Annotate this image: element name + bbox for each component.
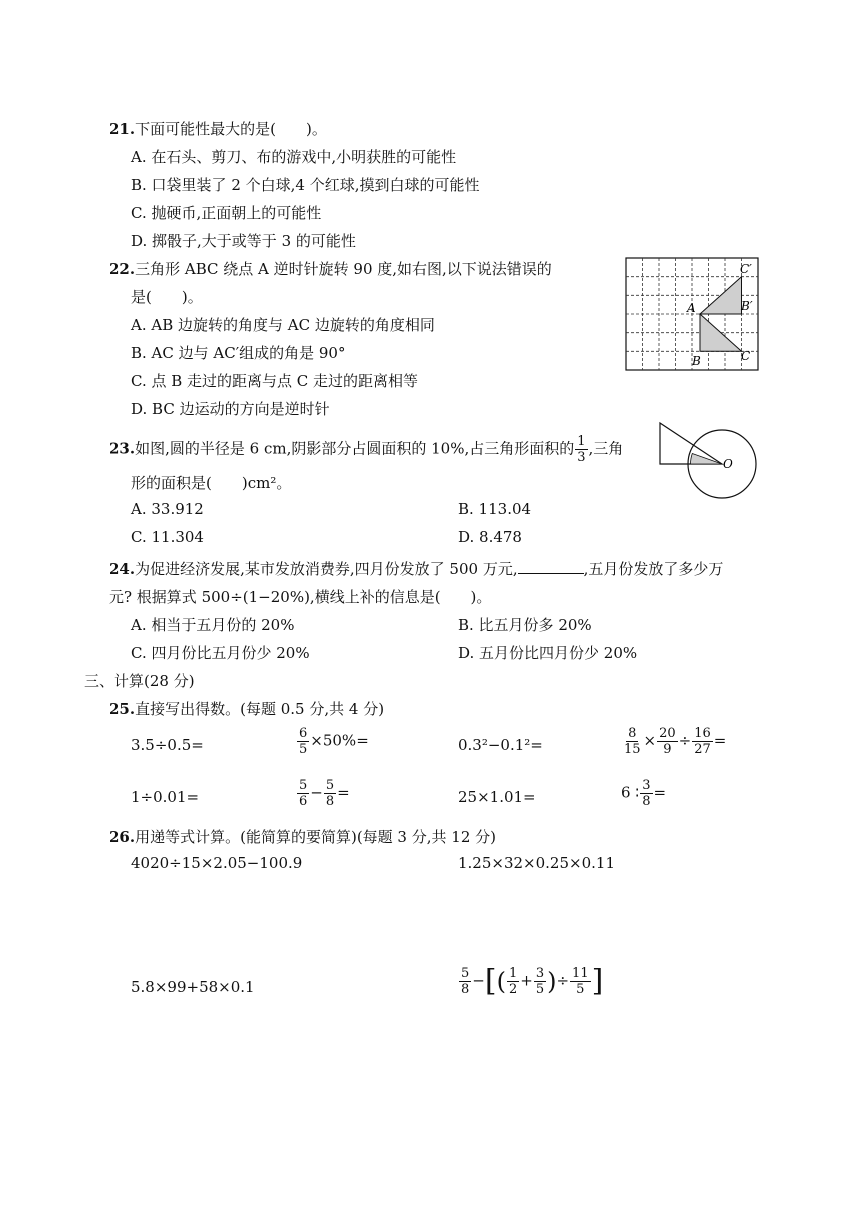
q23-option-b: B. 113.04 [458, 500, 532, 518]
q24-text-line2: 元? 根据算式 500÷(1−20%),横线上补的信息是( )。 [109, 588, 492, 606]
op: ÷ [556, 971, 570, 990]
q22-rotation-figure [624, 256, 760, 372]
q25-stem [109, 698, 384, 719]
q26-text: 用递等式计算。(能简算的要简算)(每题 3 分,共 12 分) [135, 828, 496, 846]
q24-option-c: C. 四月份比五月份少 20% [131, 644, 310, 662]
paren-open: ( [496, 967, 506, 996]
q26-problem-4 [458, 963, 604, 999]
op: − [472, 971, 485, 990]
frac [459, 966, 471, 997]
eq: = [337, 783, 350, 802]
eq: = [653, 783, 667, 802]
q25-number: 25. [109, 700, 136, 718]
q26-problem-3: 5.8×99+58×0.1 [131, 978, 255, 996]
label-o: O [723, 457, 733, 471]
num: 3 [642, 778, 651, 793]
q21-option-b: B. 口袋里装了 2 个白球,4 个红球,摸到白球的可能性 [131, 176, 480, 194]
q24-blank-line [518, 559, 584, 574]
frac [657, 726, 678, 757]
num: 6 [299, 726, 308, 741]
q24-option-d: D. 五月份比四月份少 20% [458, 644, 638, 662]
q25-item-3: 0.3²−0.1²= [458, 736, 543, 754]
label-b-prime: B′ [741, 299, 753, 313]
q25-item-4 [621, 726, 726, 757]
op: ÷ [678, 731, 692, 750]
q22-option-c: C. 点 B 走过的距离与点 C 走过的距离相等 [131, 372, 419, 390]
den: 2 [508, 982, 518, 997]
q23-option-a: A. 33.912 [131, 500, 204, 518]
frac [534, 966, 546, 997]
label-a: A [687, 301, 696, 315]
q25-text: 直接写出得数。(每题 0.5 分,共 4 分) [135, 700, 385, 718]
q21-option-c: C. 抛硬币,正面朝上的可能性 [131, 204, 322, 222]
num: 1 [508, 966, 518, 981]
q21-number: 21. [109, 120, 136, 138]
den: 15 [624, 742, 641, 757]
q23-option-d: D. 8.478 [458, 528, 522, 546]
q25-item-2-rest: ×50%= [310, 731, 369, 750]
num: 8 [628, 726, 637, 741]
bracket-open: [ [484, 963, 497, 999]
eq: = [713, 731, 727, 750]
q24-number: 24. [109, 560, 136, 578]
num: 5 [325, 778, 335, 793]
q23-text-line2: 形的面积是( )cm²。 [131, 474, 292, 492]
ratio-left: 6 ∶ [621, 783, 640, 802]
label-c: C [741, 349, 751, 363]
section-3-title: 三、计算(28 分) [84, 672, 195, 690]
op: × [643, 731, 657, 750]
paren-close: ) [547, 967, 557, 996]
q25-item-1: 3.5÷0.5= [131, 736, 204, 754]
q24-text-part2: ,五月份发放了多少万 [583, 560, 724, 578]
q24-stem [109, 558, 723, 579]
q26-problem-2: 1.25×32×0.25×0.11 [458, 854, 615, 872]
q24-option-a: A. 相当于五月份的 20% [131, 616, 295, 634]
den: 5 [535, 982, 545, 997]
q22-option-b: B. AC 边与 AC′组成的角是 90° [131, 344, 346, 362]
den: 27 [694, 742, 711, 757]
frac [640, 778, 652, 809]
frac [297, 778, 309, 809]
den: 6 [299, 794, 308, 809]
q21-text: 下面可能性最大的是( )。 [135, 120, 327, 138]
num: 11 [572, 966, 589, 981]
op: − [310, 783, 323, 802]
q22-stem [109, 258, 552, 279]
frac [692, 726, 713, 757]
q21-option-d: D. 掷骰子,大于或等于 3 的可能性 [131, 232, 356, 250]
q21-stem [109, 118, 327, 139]
num: 3 [535, 966, 545, 981]
q24-option-b: B. 比五月份多 20% [458, 616, 592, 634]
q25-item-5: 1÷0.01= [131, 788, 200, 806]
frac [570, 966, 591, 997]
frac [297, 726, 309, 757]
op: + [520, 971, 533, 990]
q23-option-c: C. 11.304 [131, 528, 204, 546]
q25-item-6 [296, 778, 350, 809]
q23-number: 23. [109, 439, 136, 458]
q22-option-a: A. AB 边旋转的角度与 AC 边旋转的角度相同 [131, 316, 435, 334]
q26-problem-1: 4020÷15×2.05−100.9 [131, 854, 303, 872]
q26-stem [109, 826, 496, 847]
q23-text-part2: ,三角 [588, 439, 624, 458]
den: 8 [461, 982, 470, 997]
q25-item-2 [296, 726, 369, 757]
q23-frac-num: 1 [577, 434, 586, 449]
frac [324, 778, 336, 809]
den: 9 [663, 742, 672, 757]
label-b: B [692, 354, 701, 368]
frac [622, 726, 643, 757]
num: 20 [659, 726, 676, 741]
den: 5 [299, 742, 308, 757]
q26-number: 26. [109, 828, 136, 846]
num: 5 [461, 966, 470, 981]
bracket-close: ] [591, 963, 604, 999]
q23-circle-figure [655, 418, 761, 510]
q25-item-8 [621, 778, 666, 809]
q22-text-line2: 是( )。 [131, 288, 203, 306]
q23-fraction [575, 434, 587, 465]
frac [507, 966, 519, 997]
label-c-prime: C′ [740, 262, 752, 276]
q23-text-part1: 如图,圆的半径是 6 cm,阴影部分占圆面积的 10%,占三角形面积的 [135, 439, 575, 458]
q22-number: 22. [109, 260, 136, 278]
num: 5 [299, 778, 308, 793]
den: 5 [576, 982, 585, 997]
q22-text-line1: 三角形 ABC 绕点 A 逆时针旋转 90 度,如右图,以下说法错误的 [135, 260, 552, 278]
num: 16 [694, 726, 711, 741]
q25-item-7: 25×1.01= [458, 788, 536, 806]
q23-stem [109, 434, 623, 465]
den: 8 [642, 794, 651, 809]
q23-frac-den: 3 [577, 450, 586, 465]
q24-text-part1: 为促进经济发展,某市发放消费券,四月份发放了 500 万元, [135, 560, 518, 578]
q22-option-d: D. BC 边运动的方向是逆时针 [131, 400, 330, 418]
q21-option-a: A. 在石头、剪刀、布的游戏中,小明获胜的可能性 [131, 148, 457, 166]
den: 8 [325, 794, 335, 809]
